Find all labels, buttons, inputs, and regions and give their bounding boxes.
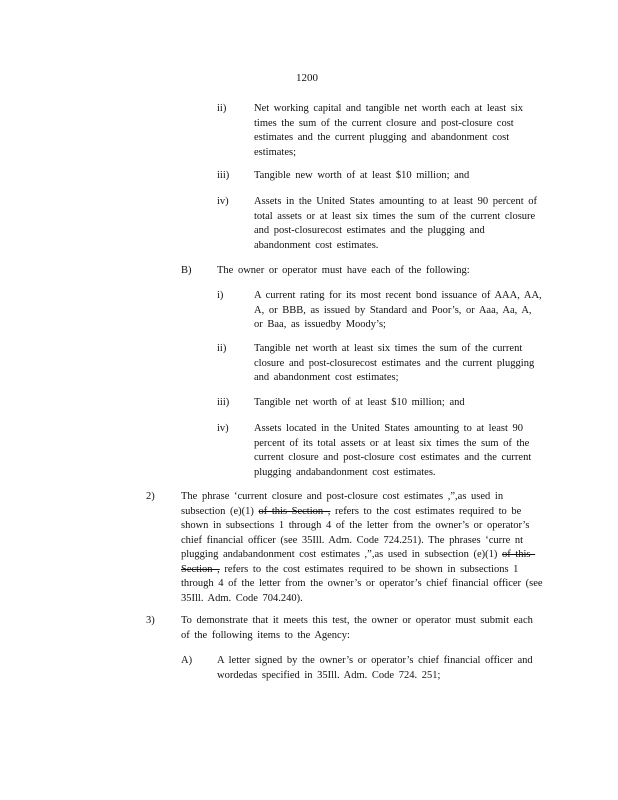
item-label-B-iii: iii) [217,397,230,408]
item-label-B-i: i) [217,290,224,301]
item-label-A: A) [181,655,193,666]
item-label-B-iv: iv) [217,423,229,434]
item-text-2-part-a: The phrase ‘current closure and post-closure cost estimates ,”,as used in subsection (e)(1) [181,491,508,517]
item-text-B-iii: Tangible net worth of at least $10 million; and [254,397,465,408]
item-label-iii: iii) [217,170,230,181]
item-label-B: B) [181,265,192,276]
item-text-2-part-b: refers to the cost estimates required to be shown in subsections 1 through 4 of the letter from the owner’s or operator’s chief financial officer (see 35Ill. Adm. Code 724.251). The phrases ‘curre nt plugging andabandonment cost estimates ,”,as used in subsection (e)(1) [181,505,535,560]
struck-text: of this Section , [181,549,536,575]
item-text-B-i: A current rating for its most recent bond issuance of AAA, AA, A, or BBB, as issued by Standard and Poor’s, or Aaa, Aa, A, or Baa, as issuedby Moody’s; [254,290,546,330]
item-text-B-iv: Assets located in the United States amounting to at least 90 percent of its total assets or at least six times the sum of the current closure and post-closure cost estimates and the current plugging andabandonment cost estimates. [254,423,536,478]
item-text-ii: Net working capital and tangible net worth each at least six times the sum of the current closure and post-closure cost estimates and the current plugging and abandonment cost estimates; [254,103,528,158]
item-text-3: To demonstrate that it meets this test, the owner or operator must submit each of the following items to the Agency: [181,615,538,641]
item-text-iv: Assets in the United States amounting to at least 90 percent of total assets or at least six times the sum of the current closure and post-closurecost estimates and the plugging and abandonment cost estimates. [254,196,542,251]
item-text-B-ii: Tangible net worth at least six times the sum of the current closure and post-closurecost estimates and the current plugging and abandonment cost estimates; [254,343,539,383]
page-number: 1200 [296,72,318,84]
item-label-B-ii: ii) [217,343,227,354]
item-label-iv: iv) [217,196,229,207]
item-label-2: 2) [146,491,155,502]
struck-text: of this Section , [258,505,331,517]
item-label-3: 3) [146,615,155,626]
item-text-B: The owner or operator must have each of the following: [217,265,470,276]
item-label-ii: ii) [217,103,227,114]
item-text-2-part-c: refers to the cost estimates required to be shown in subsections 1 through 4 of the letter from the owner’s or operator’s chief financial officer (see 35Ill. Adm. Code 704.240). [181,563,548,604]
item-text-iii: Tangible new worth of at least $10 million; and [254,170,470,181]
item-text-2 [181,490,548,606]
item-text-A: A letter signed by the owner’s or operator’s chief financial officer and wordedas specified in 35Ill. Adm. Code 724. 251; [217,655,538,681]
